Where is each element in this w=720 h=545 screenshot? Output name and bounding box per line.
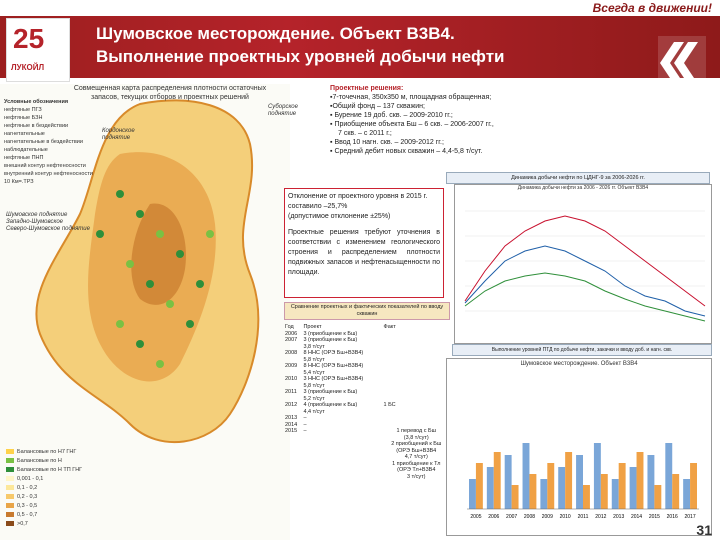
col-fact: Факт: [383, 324, 396, 330]
well-marker: [136, 340, 144, 348]
well-marker: [146, 280, 154, 288]
plan-bar: [505, 455, 512, 509]
table-row: 2009 8 ННС (ОРЭ Бш+В3В4) 5,4 т/сут: [285, 363, 364, 376]
deviation-line-3: Проектные решения требуют уточнения в соответствии с изменением геологического строения и распределением плотности подвижных запасов и нефтенасыщенности по площади.: [288, 229, 440, 276]
plan-bar: [594, 443, 601, 509]
title-bar: [0, 16, 720, 78]
legend-item: нефтяные ПНП: [4, 155, 44, 161]
comparison-caption: Сравнение проектных и фактических показателей по вводу скважин: [284, 302, 450, 320]
year-tick-label: 2017: [684, 514, 696, 520]
scale-legend-item: [6, 475, 136, 484]
scale-label: >0,7: [17, 521, 28, 527]
scale-legend-item: [6, 484, 136, 493]
plan-bar: [469, 479, 476, 509]
deviation-line-2: (допустимое отклонение ±25%): [288, 213, 391, 220]
scale-label: Балансовые по Н7 ГНГ: [17, 449, 77, 455]
fact-bar: [547, 463, 554, 509]
dynamics-chart: [454, 184, 712, 344]
dynamics-caption: Динамика добычи нефти по ЦДНГ-9 за 2006-2026 гг.: [446, 172, 710, 184]
fact-bar: [690, 463, 697, 509]
plan-bar: [612, 479, 619, 509]
fact-bar: [601, 474, 608, 509]
fact-bar: [476, 463, 483, 509]
fact-bar: [529, 474, 536, 509]
plan-caption: Выполнение уровней ПТД по добыче нефти, закачки и вводу доб. и нагн. скв.: [452, 344, 712, 356]
dynamics-chart-title: Динамика добычи нефти за 2006 - 2026 гг. Объект В3В4: [517, 185, 649, 191]
well-marker: [176, 250, 184, 258]
fact-bar: [494, 452, 501, 509]
table-row: 2008 8 ННС (ОРЭ Бш+В3В4) 5,8 т/сут: [285, 350, 364, 363]
year-tick-label: 2007: [506, 514, 518, 520]
plan-bar: [647, 455, 654, 509]
plan-bar: [487, 467, 494, 509]
year-tick-label: 2006: [488, 514, 500, 520]
well-marker: [206, 230, 214, 238]
well-marker: [156, 230, 164, 238]
plan-bar: [558, 467, 565, 509]
logo-number: 25: [13, 23, 45, 54]
plan-bar: [540, 479, 547, 509]
plan-chart-plot: [447, 367, 709, 531]
scale-legend-item: [6, 502, 136, 511]
decision-item: ▪7-точечная, 350х350 м, площадная обращенная;: [330, 94, 492, 101]
scale-legend-item: [6, 493, 136, 502]
fact-bar: [637, 452, 644, 509]
table-row: 2014 –: [285, 421, 307, 428]
scale-label: 0,3 - 0,5: [17, 503, 38, 509]
scale-legend-item: [6, 520, 136, 529]
map-legend: [4, 98, 94, 186]
scale-swatch: [6, 512, 14, 517]
scale-swatch: [6, 503, 14, 508]
scale-label: 0,001 - 0,1: [17, 476, 44, 482]
fact-bar: [583, 485, 590, 509]
title-line-2: Выполнение проектных уровней добычи нефти: [96, 47, 505, 66]
logo-text: ЛУКОЙЛ: [11, 63, 45, 72]
scale-legend-item: [6, 511, 136, 520]
slogan: Всегда в движении!: [592, 1, 712, 15]
legend-item: внешний контур нефтеносности: [4, 163, 86, 169]
legend-item: нагнетательные в бездействии: [4, 139, 83, 145]
map-label-shumovskoe: Шумовское поднятие Западно-Шумовское Северо-Шумовское поднятие: [6, 212, 90, 232]
dynamics-chart-plot: [455, 191, 709, 337]
col-project: Проект: [303, 324, 322, 330]
map-title-line-1: Совмещенная карта распределения плотности остаточных: [73, 85, 267, 92]
fact-bar: [565, 452, 572, 509]
project-decisions: [330, 84, 710, 156]
decision-item: ▪ Бурение 19 доб. скв. – 2009-2010 гг.;: [330, 112, 453, 119]
company-logo: [6, 18, 70, 82]
scale-label: 0,5 - 0,7: [17, 512, 38, 518]
map-title-line-2: запасов, текущих отборов и проектных решений: [91, 94, 249, 101]
scale-legend-item: [6, 466, 136, 475]
page-number: 31: [696, 522, 712, 538]
well-marker: [126, 260, 134, 268]
scale-legend-item: [6, 448, 136, 457]
scale-swatch: [6, 458, 14, 463]
scale-label: Балансовые по Н: [17, 458, 62, 464]
scale-label: 0,1 - 0,2: [17, 485, 38, 491]
comparison-table-block: [284, 302, 450, 538]
well-marker: [156, 360, 164, 368]
year-tick-label: 2009: [541, 514, 553, 520]
year-tick-label: 2015: [648, 514, 660, 520]
table-row: 2010 3 ННС (ОРЭ Бш+В3В4) 5,8 т/сут: [285, 376, 364, 389]
table-row: 2011 3 (приобщение к Бш) 5,2 т/сут: [285, 389, 358, 402]
table-row: 2012 4 (приобщение к Бш) 4,4 т/сут 1 БС: [285, 402, 396, 415]
year-tick-label: 2005: [470, 514, 482, 520]
map-label-kordonskoe: Кордонское поднятие: [102, 128, 135, 141]
plan-chart-title: Шумовское месторождение. Объект В3В4: [520, 361, 638, 367]
well-marker: [136, 210, 144, 218]
year-tick-label: 2008: [523, 514, 536, 520]
legend-item: внутренний контур нефтеносности: [4, 171, 93, 177]
fact-bar: [512, 485, 519, 509]
decision-item: ▪Общий фонд – 137 скважин;: [330, 103, 425, 110]
scale-label: Балансовые по Н ТП ГНГ: [17, 467, 83, 473]
table-row: 2013 –: [285, 415, 307, 421]
scale-swatch: [6, 476, 14, 481]
top-bar: [0, 0, 720, 16]
decision-item: ▪ Приобщение объекта Бш – 6 скв. – 2006-2007 гг.,: [330, 121, 494, 128]
well-marker: [116, 190, 124, 198]
legend-item: нефтяные БЗН: [4, 115, 43, 121]
density-scale-legend: [6, 448, 136, 529]
map-label-suborskoe: Суборское поднятие: [268, 104, 298, 117]
decision-item: ▪ Ввод 10 нагн. скв. – 2009-2012 гг.;: [330, 139, 444, 146]
chevron-logo-icon: [658, 36, 706, 90]
plan-bar: [523, 443, 530, 509]
plan-bar: [630, 467, 637, 509]
decision-item: ▪ Средний дебит новых скважин – 4,4-5,8 т/сут.: [330, 148, 483, 155]
table-row: 2006 3 (приобщение к Бш): [285, 330, 358, 337]
scale-swatch: [6, 494, 14, 499]
fact-bar: [672, 474, 679, 509]
scale-legend-item: [6, 457, 136, 466]
plan-bar: [665, 443, 672, 509]
fact-bar: [619, 463, 626, 509]
well-marker: [186, 320, 194, 328]
legend-item: наблюдательные: [4, 147, 48, 153]
scale-swatch: [6, 449, 14, 454]
scale-label: 0,2 - 0,3: [17, 494, 38, 500]
comparison-table: [284, 324, 450, 480]
year-tick-label: 2010: [559, 514, 571, 520]
scale-swatch: [6, 467, 14, 472]
plan-bar: [576, 455, 583, 509]
scale-swatch: [6, 521, 14, 526]
legend-title: Условные обозначения: [4, 99, 69, 105]
well-marker: [196, 280, 204, 288]
legend-item: нефтяные ПГЗ: [4, 107, 42, 113]
fact-bar: [654, 485, 661, 509]
legend-item: нефтяные в бездействии: [4, 123, 69, 129]
well-marker: [166, 300, 174, 308]
year-tick-label: 2016: [666, 514, 678, 520]
deviation-line-1: Отклонение от проектного уровня в 2015 г. составило –25,7%: [288, 193, 428, 210]
year-tick-label: 2014: [630, 514, 643, 520]
plan-chart: [446, 358, 712, 536]
legend-item: 10 Км=.ТРЗ: [4, 179, 34, 185]
scale-swatch: [6, 485, 14, 490]
decisions-heading: Проектные решения:: [330, 85, 404, 92]
table-row: 2015 – 1 перевод с Бш (3,8 т/сут) 2 приобщений к Бш (ОРЭ Бш+В3В4 4,7 т/сут) 1 приобщение к Тл (ОРЭ Тл+В3В4 3 т/сут): [285, 428, 442, 480]
dynamics-line-forecast: [465, 273, 705, 321]
decision-item: 7 скв. – с 2011 г.;: [338, 130, 392, 137]
title-line-1: Шумовское месторождение. Объект В3В4.: [96, 24, 455, 43]
table-row: 2007 3 (приобщение к Бш) 3,8 т/сут: [285, 337, 358, 350]
col-year: Год: [285, 324, 294, 330]
well-marker: [96, 230, 104, 238]
legend-item: нагнетательные: [4, 131, 45, 137]
year-tick-label: 2012: [595, 514, 607, 520]
year-tick-label: 2011: [577, 514, 589, 520]
well-marker: [116, 320, 124, 328]
year-tick-label: 2013: [613, 514, 625, 520]
slide-title: [96, 22, 616, 68]
deviation-box: [284, 188, 444, 298]
plan-bar: [683, 479, 690, 509]
